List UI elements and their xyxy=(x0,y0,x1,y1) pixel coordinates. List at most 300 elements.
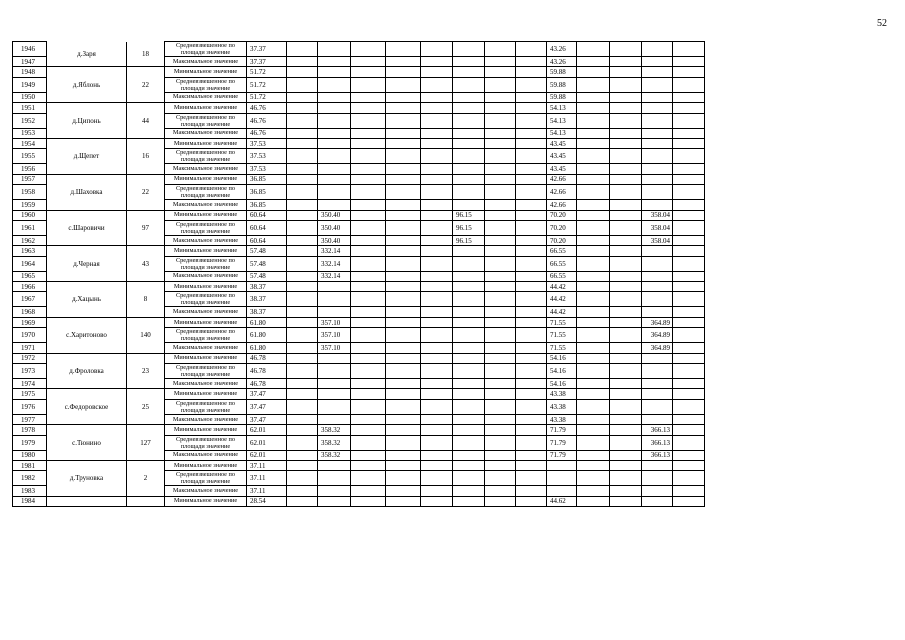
table-row xyxy=(13,246,705,256)
empty-cell xyxy=(516,103,547,113)
settlement-count: 8 xyxy=(127,282,165,318)
empty-cell xyxy=(485,317,516,327)
value-cell: 332.14 xyxy=(318,271,351,281)
value-cell: 37.47 xyxy=(247,389,287,399)
value-cell: 366.13 xyxy=(642,450,673,460)
empty-cell xyxy=(642,200,673,210)
empty-cell xyxy=(421,328,453,343)
empty-cell xyxy=(287,353,318,363)
empty-cell xyxy=(318,353,351,363)
empty-cell xyxy=(421,113,453,128)
row-number: 1965 xyxy=(13,271,47,281)
value-type-min: Минимальное значение xyxy=(165,67,247,77)
row-number: 1970 xyxy=(13,328,47,343)
empty-cell xyxy=(351,353,386,363)
data-table xyxy=(12,41,705,507)
empty-cell xyxy=(386,450,421,460)
empty-cell xyxy=(485,246,516,256)
empty-cell xyxy=(642,77,673,92)
empty-cell xyxy=(386,164,421,174)
empty-cell xyxy=(673,425,705,435)
value-cell: 60.64 xyxy=(247,220,287,235)
row-number: 1979 xyxy=(13,435,47,450)
value-type-min: Минимальное значение xyxy=(165,103,247,113)
empty-cell xyxy=(318,113,351,128)
empty-cell xyxy=(485,496,516,506)
settlement-count: 18 xyxy=(127,42,165,67)
value-cell: 37.53 xyxy=(247,138,287,148)
value-type-mid: Средневзвешенное по площади значение xyxy=(165,435,247,450)
empty-cell xyxy=(516,185,547,200)
empty-cell xyxy=(516,399,547,414)
table-row xyxy=(13,282,705,292)
empty-cell xyxy=(453,343,485,353)
value-type-min: Минимальное значение xyxy=(165,174,247,184)
empty-cell xyxy=(318,414,351,424)
empty-cell xyxy=(673,307,705,317)
value-cell: 70.20 xyxy=(547,235,577,245)
empty-cell xyxy=(351,256,386,271)
empty-cell xyxy=(673,364,705,379)
empty-cell xyxy=(386,496,421,506)
empty-cell xyxy=(351,128,386,138)
empty-cell xyxy=(421,174,453,184)
empty-cell xyxy=(421,460,453,470)
empty-cell xyxy=(516,343,547,353)
empty-cell xyxy=(318,185,351,200)
empty-cell xyxy=(453,379,485,389)
empty-cell xyxy=(642,460,673,470)
settlement-name: д.Черная xyxy=(47,246,127,282)
empty-cell xyxy=(577,364,610,379)
empty-cell xyxy=(453,353,485,363)
empty-cell xyxy=(516,235,547,245)
empty-cell xyxy=(610,220,642,235)
empty-cell xyxy=(516,364,547,379)
empty-cell xyxy=(516,292,547,307)
settlement-name: д.Ципонь xyxy=(47,103,127,139)
value-cell: 61.80 xyxy=(247,343,287,353)
value-cell: 350.40 xyxy=(318,210,351,220)
empty-cell xyxy=(318,379,351,389)
empty-cell xyxy=(351,486,386,496)
value-type-max: Максимальное значение xyxy=(165,271,247,281)
row-number: 1977 xyxy=(13,414,47,424)
value-cell: 38.37 xyxy=(247,292,287,307)
empty-cell xyxy=(386,364,421,379)
empty-cell xyxy=(610,414,642,424)
empty-cell xyxy=(485,425,516,435)
settlement-name: с.Харитоново xyxy=(47,317,127,353)
value-cell: 44.42 xyxy=(547,292,577,307)
empty-cell xyxy=(351,307,386,317)
empty-cell xyxy=(577,164,610,174)
empty-cell xyxy=(453,246,485,256)
empty-cell xyxy=(610,425,642,435)
table-row xyxy=(13,496,705,506)
empty-cell xyxy=(485,271,516,281)
empty-cell xyxy=(421,138,453,148)
empty-cell xyxy=(386,486,421,496)
value-type-mid: Средневзвешенное по площади значение xyxy=(165,256,247,271)
empty-cell xyxy=(485,164,516,174)
empty-cell xyxy=(287,486,318,496)
value-type-max: Максимальное значение xyxy=(165,379,247,389)
empty-cell xyxy=(577,379,610,389)
empty-cell xyxy=(673,77,705,92)
empty-cell xyxy=(673,328,705,343)
value-type-max: Максимальное значение xyxy=(165,235,247,245)
settlement-count: 140 xyxy=(127,317,165,353)
empty-cell xyxy=(386,200,421,210)
empty-cell xyxy=(287,77,318,92)
empty-cell xyxy=(351,399,386,414)
value-cell: 60.64 xyxy=(247,210,287,220)
empty-cell xyxy=(386,220,421,235)
empty-cell xyxy=(673,128,705,138)
empty-cell xyxy=(642,246,673,256)
value-cell: 37.47 xyxy=(247,414,287,424)
row-number: 1947 xyxy=(13,57,47,67)
value-cell: 57.48 xyxy=(247,271,287,281)
empty-cell xyxy=(673,235,705,245)
row-number: 1950 xyxy=(13,92,47,102)
empty-cell xyxy=(453,57,485,67)
empty-cell xyxy=(351,471,386,486)
value-type-max: Максимальное значение xyxy=(165,486,247,496)
empty-cell xyxy=(453,317,485,327)
empty-cell xyxy=(318,496,351,506)
settlement-name xyxy=(47,496,127,506)
empty-cell xyxy=(287,496,318,506)
row-number: 1954 xyxy=(13,138,47,148)
value-cell: 43.38 xyxy=(547,399,577,414)
table-row xyxy=(13,389,705,399)
empty-cell xyxy=(453,42,485,57)
empty-cell xyxy=(516,77,547,92)
empty-cell xyxy=(351,138,386,148)
empty-cell xyxy=(610,113,642,128)
value-cell: 37.11 xyxy=(247,460,287,470)
table-row xyxy=(13,174,705,184)
empty-cell xyxy=(351,113,386,128)
row-number: 1952 xyxy=(13,113,47,128)
empty-cell xyxy=(287,460,318,470)
empty-cell xyxy=(642,42,673,57)
table-row xyxy=(13,210,705,220)
empty-cell xyxy=(516,353,547,363)
value-cell: 42.66 xyxy=(547,174,577,184)
empty-cell xyxy=(577,210,610,220)
empty-cell xyxy=(485,138,516,148)
empty-cell xyxy=(453,496,485,506)
empty-cell xyxy=(287,128,318,138)
empty-cell xyxy=(287,113,318,128)
empty-cell xyxy=(453,256,485,271)
empty-cell xyxy=(485,67,516,77)
row-number: 1975 xyxy=(13,389,47,399)
empty-cell xyxy=(287,435,318,450)
empty-cell xyxy=(610,343,642,353)
value-cell: 364.89 xyxy=(642,328,673,343)
empty-cell xyxy=(485,343,516,353)
empty-cell xyxy=(516,57,547,67)
empty-cell xyxy=(453,113,485,128)
empty-cell xyxy=(673,92,705,102)
empty-cell xyxy=(577,149,610,164)
row-number: 1978 xyxy=(13,425,47,435)
value-cell: 51.72 xyxy=(247,77,287,92)
value-cell: 357.10 xyxy=(318,343,351,353)
value-cell: 54.16 xyxy=(547,379,577,389)
empty-cell xyxy=(421,496,453,506)
empty-cell xyxy=(421,343,453,353)
empty-cell xyxy=(485,128,516,138)
empty-cell xyxy=(577,435,610,450)
empty-cell xyxy=(421,200,453,210)
value-cell: 46.76 xyxy=(247,103,287,113)
empty-cell xyxy=(642,57,673,67)
row-number: 1971 xyxy=(13,343,47,353)
value-type-mid: Средневзвешенное по площади значение xyxy=(165,149,247,164)
empty-cell xyxy=(547,460,577,470)
empty-cell xyxy=(485,379,516,389)
empty-cell xyxy=(318,42,351,57)
empty-cell xyxy=(287,149,318,164)
empty-cell xyxy=(386,77,421,92)
value-cell: 43.38 xyxy=(547,414,577,424)
empty-cell xyxy=(318,57,351,67)
empty-cell xyxy=(287,450,318,460)
empty-cell xyxy=(610,200,642,210)
empty-cell xyxy=(351,57,386,67)
settlement-name: д.Фроловка xyxy=(47,353,127,389)
empty-cell xyxy=(318,471,351,486)
empty-cell xyxy=(318,128,351,138)
empty-cell xyxy=(351,282,386,292)
empty-cell xyxy=(642,174,673,184)
empty-cell xyxy=(351,414,386,424)
value-cell: 66.55 xyxy=(547,256,577,271)
empty-cell xyxy=(421,471,453,486)
empty-cell xyxy=(577,57,610,67)
empty-cell xyxy=(610,460,642,470)
empty-cell xyxy=(516,67,547,77)
empty-cell xyxy=(351,364,386,379)
empty-cell xyxy=(547,471,577,486)
empty-cell xyxy=(642,92,673,102)
empty-cell xyxy=(351,200,386,210)
empty-cell xyxy=(610,77,642,92)
row-number: 1967 xyxy=(13,292,47,307)
row-number: 1984 xyxy=(13,496,47,506)
empty-cell xyxy=(673,460,705,470)
empty-cell xyxy=(577,343,610,353)
empty-cell xyxy=(577,389,610,399)
empty-cell xyxy=(485,57,516,67)
empty-cell xyxy=(453,174,485,184)
value-type-min: Минимальное значение xyxy=(165,389,247,399)
empty-cell xyxy=(610,364,642,379)
empty-cell xyxy=(516,149,547,164)
empty-cell xyxy=(421,210,453,220)
empty-cell xyxy=(386,471,421,486)
empty-cell xyxy=(516,471,547,486)
empty-cell xyxy=(673,57,705,67)
value-cell: 96.15 xyxy=(453,210,485,220)
empty-cell xyxy=(516,307,547,317)
value-cell: 366.13 xyxy=(642,425,673,435)
value-cell: 71.79 xyxy=(547,435,577,450)
empty-cell xyxy=(673,256,705,271)
empty-cell xyxy=(318,200,351,210)
empty-cell xyxy=(453,328,485,343)
value-cell: 62.01 xyxy=(247,435,287,450)
empty-cell xyxy=(485,282,516,292)
empty-cell xyxy=(485,92,516,102)
value-cell: 364.89 xyxy=(642,317,673,327)
value-type-max: Максимальное значение xyxy=(165,200,247,210)
empty-cell xyxy=(577,174,610,184)
settlement-name: д.Шаховка xyxy=(47,174,127,210)
empty-cell xyxy=(485,471,516,486)
empty-cell xyxy=(516,164,547,174)
empty-cell xyxy=(453,307,485,317)
settlement-count: 22 xyxy=(127,67,165,103)
empty-cell xyxy=(673,67,705,77)
empty-cell xyxy=(610,435,642,450)
empty-cell xyxy=(453,282,485,292)
empty-cell xyxy=(453,271,485,281)
value-type-mid: Средневзвешенное по площади значение xyxy=(165,185,247,200)
empty-cell xyxy=(386,174,421,184)
empty-cell xyxy=(642,399,673,414)
empty-cell xyxy=(421,282,453,292)
value-type-mid: Средневзвешенное по площади значение xyxy=(165,399,247,414)
settlement-name: с.Тюнино xyxy=(47,425,127,461)
empty-cell xyxy=(642,353,673,363)
empty-cell xyxy=(287,185,318,200)
empty-cell xyxy=(485,389,516,399)
value-cell: 37.11 xyxy=(247,486,287,496)
empty-cell xyxy=(577,307,610,317)
empty-cell xyxy=(287,103,318,113)
table-row xyxy=(13,103,705,113)
value-cell: 54.16 xyxy=(547,353,577,363)
empty-cell xyxy=(453,399,485,414)
value-type-min: Минимальное значение xyxy=(165,138,247,148)
empty-cell xyxy=(453,460,485,470)
value-cell: 358.32 xyxy=(318,425,351,435)
value-cell: 71.55 xyxy=(547,328,577,343)
empty-cell xyxy=(318,92,351,102)
value-type-min: Минимальное значение xyxy=(165,246,247,256)
empty-cell xyxy=(351,435,386,450)
row-number: 1964 xyxy=(13,256,47,271)
empty-cell xyxy=(386,343,421,353)
empty-cell xyxy=(351,42,386,57)
empty-cell xyxy=(610,307,642,317)
empty-cell xyxy=(351,271,386,281)
table-row xyxy=(13,317,705,327)
empty-cell xyxy=(673,103,705,113)
value-cell: 43.45 xyxy=(547,138,577,148)
value-cell: 70.20 xyxy=(547,210,577,220)
empty-cell xyxy=(287,271,318,281)
row-number: 1972 xyxy=(13,353,47,363)
value-cell: 43.45 xyxy=(547,164,577,174)
empty-cell xyxy=(642,138,673,148)
empty-cell xyxy=(287,328,318,343)
value-type-mid: Средневзвешенное по площади значение xyxy=(165,220,247,235)
settlement-name: д.Хацынь xyxy=(47,282,127,318)
empty-cell xyxy=(577,235,610,245)
empty-cell xyxy=(673,414,705,424)
empty-cell xyxy=(610,42,642,57)
empty-cell xyxy=(673,271,705,281)
value-cell: 37.11 xyxy=(247,471,287,486)
value-cell: 46.78 xyxy=(247,379,287,389)
empty-cell xyxy=(287,471,318,486)
empty-cell xyxy=(421,92,453,102)
empty-cell xyxy=(453,292,485,307)
value-cell: 46.78 xyxy=(247,353,287,363)
empty-cell xyxy=(516,220,547,235)
value-type-min: Минимальное значение xyxy=(165,496,247,506)
empty-cell xyxy=(453,185,485,200)
value-cell: 42.66 xyxy=(547,200,577,210)
empty-cell xyxy=(642,185,673,200)
value-cell: 46.76 xyxy=(247,113,287,128)
table-row xyxy=(13,138,705,148)
empty-cell xyxy=(516,317,547,327)
value-cell: 43.45 xyxy=(547,149,577,164)
empty-cell xyxy=(642,307,673,317)
empty-cell xyxy=(610,389,642,399)
empty-cell xyxy=(421,42,453,57)
page-number: 52 xyxy=(877,18,887,29)
settlement-name: с.Федоровское xyxy=(47,389,127,425)
empty-cell xyxy=(386,425,421,435)
empty-cell xyxy=(351,292,386,307)
empty-cell xyxy=(351,389,386,399)
empty-cell xyxy=(421,399,453,414)
empty-cell xyxy=(351,174,386,184)
empty-cell xyxy=(318,77,351,92)
row-number: 1983 xyxy=(13,486,47,496)
empty-cell xyxy=(421,271,453,281)
empty-cell xyxy=(673,389,705,399)
value-type-min: Минимальное значение xyxy=(165,460,247,470)
empty-cell xyxy=(485,185,516,200)
table-row xyxy=(13,67,705,77)
empty-cell xyxy=(453,364,485,379)
settlement-count: 16 xyxy=(127,138,165,174)
value-type-mid: Средневзвешенное по площади значение xyxy=(165,364,247,379)
empty-cell xyxy=(610,128,642,138)
settlement-count: 127 xyxy=(127,425,165,461)
value-cell: 54.13 xyxy=(547,103,577,113)
value-cell: 358.32 xyxy=(318,450,351,460)
value-type-max: Максимальное значение xyxy=(165,128,247,138)
empty-cell xyxy=(516,496,547,506)
value-cell: 71.79 xyxy=(547,450,577,460)
empty-cell xyxy=(642,364,673,379)
empty-cell xyxy=(673,486,705,496)
empty-cell xyxy=(610,256,642,271)
row-number: 1948 xyxy=(13,67,47,77)
value-cell: 42.66 xyxy=(547,185,577,200)
